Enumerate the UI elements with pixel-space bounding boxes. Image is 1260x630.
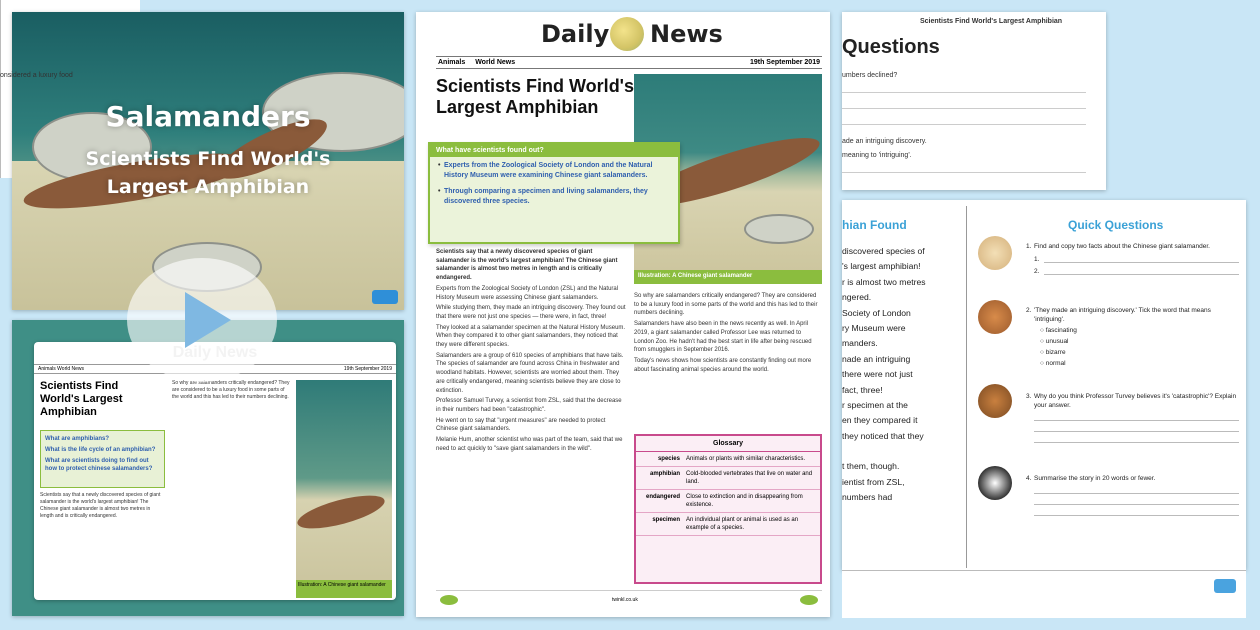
rock-shape bbox=[744, 214, 814, 244]
text-line: ientist from ZSL, bbox=[842, 476, 905, 487]
text-line: ngered. bbox=[842, 292, 872, 303]
text-line: they noticed that they bbox=[842, 430, 924, 441]
quick-questions-title: Quick Questions bbox=[1068, 218, 1164, 232]
quick-question-2: 2. 'They made an intriguing discovery.' Tick the word that means 'intriguing'. ○ fascinating ○ unusual ○ bizarre ○ normal bbox=[1034, 306, 1239, 368]
glossary-definition: Close to extinction and in disappearing from existence. bbox=[686, 494, 803, 508]
presentation-logo-icon bbox=[372, 290, 398, 304]
slide-subtitle-line2: Largest Amphibian bbox=[106, 176, 310, 198]
option-normal[interactable]: ○ normal bbox=[1040, 359, 1239, 368]
article-paragraph: Salamanders are a group of 610 species of amphibians that have tails. The species of salamander are found across China in freshwater and woodland habitats. However, scientists are worried about them. They are critically endangered, meaning scientists believe they are close to extinction. bbox=[436, 352, 624, 394]
text-line bbox=[842, 444, 962, 459]
answer-line[interactable] bbox=[1034, 504, 1239, 505]
answer-line bbox=[842, 92, 1086, 93]
article-paragraph: Professor Samuel Turvey, a scientist from ZSL, said that the decrease in their numbers had been "catastrophic". bbox=[436, 398, 622, 413]
findings-bullet-2: • Through comparing a specimen and living salamanders, they discovered three species. bbox=[438, 187, 670, 207]
answer-line[interactable] bbox=[1034, 442, 1239, 443]
article-text-fragment bbox=[842, 244, 962, 506]
news-headline: Scientists Find World's Largest Amphibian bbox=[436, 76, 634, 117]
globe-icon bbox=[610, 17, 644, 51]
article-intro: Scientists say that a newly discovered species of giant salamander is the world's largest amphibian! The Chinese giant salamander is almost two metres in length and is critically endangered. bbox=[436, 249, 618, 282]
text-line: t them, though. bbox=[842, 461, 900, 472]
answer-number: 2. bbox=[1034, 268, 1040, 275]
glossary-row bbox=[636, 490, 820, 513]
text-line: manders. bbox=[842, 338, 878, 349]
glossary-row bbox=[636, 513, 820, 536]
option-unusual[interactable]: ○ unusual bbox=[1040, 337, 1239, 346]
twinkl-mark-icon bbox=[1214, 579, 1236, 593]
answer-line[interactable] bbox=[1034, 420, 1239, 421]
glossary-term: endangered bbox=[645, 494, 680, 500]
mini-headline: Scientists Find World's Largest Amphibian bbox=[40, 380, 123, 418]
text-line: discovered species of bbox=[842, 246, 925, 256]
text-line: numbers had bbox=[842, 492, 893, 503]
quick-question-4: 4. Summarise the story in 20 words or fewer. bbox=[1034, 474, 1239, 516]
text-line: nade an intriguing bbox=[842, 353, 911, 364]
twinkl-logo-icon bbox=[800, 595, 818, 605]
news-info-bar bbox=[436, 56, 822, 69]
news-image-caption: Illustration: A Chinese giant salamander bbox=[634, 270, 822, 284]
quick-question-1: 1. Find and copy two facts about the Chinese giant salamander. 1. 2. bbox=[1034, 242, 1239, 275]
findings-bullet-1: • Experts from the Zoological Society of London and the Natural History Museum were examining Chinese giant salamanders. bbox=[438, 161, 670, 181]
tag-world-news: World News bbox=[475, 59, 516, 66]
answer-line[interactable] bbox=[1044, 274, 1239, 275]
answer-line[interactable] bbox=[1034, 431, 1239, 432]
tag-animals: Animals bbox=[438, 59, 466, 66]
glossary-definition: Cold-blooded vertebrates that live on water and land. bbox=[686, 471, 813, 485]
dog-icon bbox=[978, 466, 1012, 500]
article-paragraph: So why are salamanders critically endangered? They are considered to be a luxury food in some parts of the world and this has led to their numbers declining. bbox=[634, 293, 818, 317]
glossary-box bbox=[634, 434, 822, 584]
masthead-news: News bbox=[650, 20, 723, 48]
play-button-icon[interactable] bbox=[127, 258, 277, 382]
answer-line[interactable] bbox=[1034, 493, 1239, 494]
answer-line[interactable] bbox=[1044, 262, 1239, 263]
option-bizarre[interactable]: ○ bizarre bbox=[1040, 348, 1239, 357]
mini-date: 19th September 2019 bbox=[343, 366, 392, 372]
article-column-1 bbox=[436, 248, 626, 455]
findings-box bbox=[428, 142, 680, 244]
article-paragraph: Experts from the Zoological Society of London (ZSL) and the Natural History Museum were assessing Chinese giant salamanders. bbox=[436, 285, 619, 301]
mini-image-caption: Illustration: A Chinese giant salamander bbox=[296, 580, 392, 598]
mini-question-2: What is the life cycle of an amphibian? bbox=[45, 447, 156, 453]
glossary-term: amphibian bbox=[649, 471, 680, 477]
newspaper-page[interactable] bbox=[416, 12, 830, 617]
mini-tags: Animals World News bbox=[38, 366, 85, 372]
glossary-row bbox=[636, 467, 820, 490]
news-date: 19th September 2019 bbox=[749, 59, 820, 66]
article-paragraph: Melanie Hum, another scientist who was part of the team, said that we need to act quickly to "save giant salamanders in the wild". bbox=[436, 437, 623, 452]
article-paragraph: Today's news shows how scientists are constantly finding out more about fascinating animal species around the world. bbox=[634, 357, 812, 373]
mini-salamander-image bbox=[296, 380, 392, 598]
text-line: 's largest amphibian! bbox=[842, 261, 921, 272]
dog-icon bbox=[978, 384, 1012, 418]
dog-icon bbox=[978, 300, 1012, 334]
quick-question-3: 3. Why do you think Professor Turvey believes it's 'catastrophic'? Explain your answer. bbox=[1034, 392, 1239, 443]
text-line: r is almost two metres bbox=[842, 276, 926, 287]
page-divider bbox=[966, 206, 967, 568]
answer-line[interactable] bbox=[1034, 515, 1239, 516]
mini-question-1: What are amphibians? bbox=[45, 436, 110, 442]
bottom-page-strip bbox=[842, 570, 1246, 618]
answer-line bbox=[842, 108, 1086, 109]
glossary-title: Glossary bbox=[636, 436, 820, 452]
answer-line bbox=[842, 124, 1086, 125]
findings-heading: What have scientists found out? bbox=[430, 144, 678, 157]
glossary-term: specimen bbox=[652, 517, 680, 523]
question-fragment: ade an intriguing discovery. bbox=[842, 138, 927, 145]
questions-header: Scientists Find World's Largest Amphibian bbox=[920, 18, 1063, 25]
text-line: r specimen at the bbox=[842, 400, 908, 411]
question-text: Why do you think Professor Turvey believes it's 'catastrophic'? Explain your answer. bbox=[1034, 393, 1237, 409]
text-line: fact, three! bbox=[842, 384, 883, 395]
masthead-daily: Daily bbox=[541, 20, 610, 48]
twinkl-logo-icon bbox=[440, 595, 458, 605]
article-column-2 bbox=[634, 292, 822, 376]
question-fragment: umbers declined? bbox=[842, 72, 898, 79]
salamander-illustration bbox=[294, 489, 387, 535]
answer-number: 1. bbox=[1034, 256, 1040, 263]
dog-icon bbox=[978, 236, 1012, 270]
news-footer bbox=[436, 590, 822, 610]
slide-subtitle-line1: Scientists Find World's bbox=[85, 148, 331, 170]
text-line: en they compared it bbox=[842, 415, 918, 426]
question-fragment: meaning to 'intriguing'. bbox=[842, 152, 912, 159]
answer-line bbox=[842, 172, 1086, 173]
glossary-row bbox=[636, 452, 820, 467]
article-paragraph: They looked at a salamander specimen at the Natural History Museum. When they compared it to other giant salamanders, they noticed that they were different species. bbox=[436, 324, 626, 349]
text-line: ry Museum were bbox=[842, 323, 906, 334]
article-paragraph: He went on to say that "urgent measures" are needed to protect Chinese giant salamanders. bbox=[436, 417, 606, 433]
glossary-definition: An individual plant or animal is used as an example of a species. bbox=[686, 517, 799, 531]
glossary-definition: Animals or plants with similar characteristics. bbox=[686, 456, 806, 462]
footer-url: twinkl.co.uk bbox=[612, 597, 638, 603]
question-text: 'They made an intriguing discovery.' Tick the word that means 'intriguing'. bbox=[1034, 307, 1211, 323]
questions-page-bottom[interactable] bbox=[842, 200, 1246, 570]
article-title-fragment: hian Found bbox=[842, 218, 907, 232]
mini-question-3: What are scientists doing to find out how to protect chinese salamanders? bbox=[45, 458, 153, 472]
text-line: Society of London bbox=[842, 307, 911, 318]
questions-page-top[interactable] bbox=[842, 12, 1106, 190]
masthead bbox=[416, 12, 830, 60]
question-text: Summarise the story in 20 words or fewer. bbox=[1034, 475, 1156, 482]
questions-title: Questions bbox=[842, 36, 940, 58]
option-fascinating[interactable]: ○ fascinating bbox=[1040, 326, 1239, 335]
article-paragraph: Salamanders have also been in the news recently as well. In April 2019, a giant salamander called Professor Lee was returned to London Zoo. He hadn't had the best start in life after being rescued from smugglers in September 2016. bbox=[634, 321, 812, 354]
glossary-term: species bbox=[657, 456, 680, 462]
mini-question-box bbox=[40, 430, 165, 488]
mini-body-text-col2: So why are salamanders critically endangered? They are considered to be a luxury food in some parts of the world and this has led to their numbers declining. bbox=[172, 380, 290, 400]
slide-title: Salamanders bbox=[105, 100, 311, 133]
question-fragment: onsidered a luxury food bbox=[0, 72, 73, 79]
text-line: there were not just bbox=[842, 369, 913, 380]
question-text: Find and copy two facts about the Chinese giant salamander. bbox=[1034, 243, 1210, 250]
mini-body-text: Scientists say that a newly discovered species of giant salamander is the world's largest amphibian! The Chinese giant salamander is almost two metres in length and is critically endangered. bbox=[40, 492, 161, 519]
article-paragraph: While studying them, they made an intriguing discovery. They found out that there were not just one species — there were, in fact, three! bbox=[436, 305, 626, 320]
